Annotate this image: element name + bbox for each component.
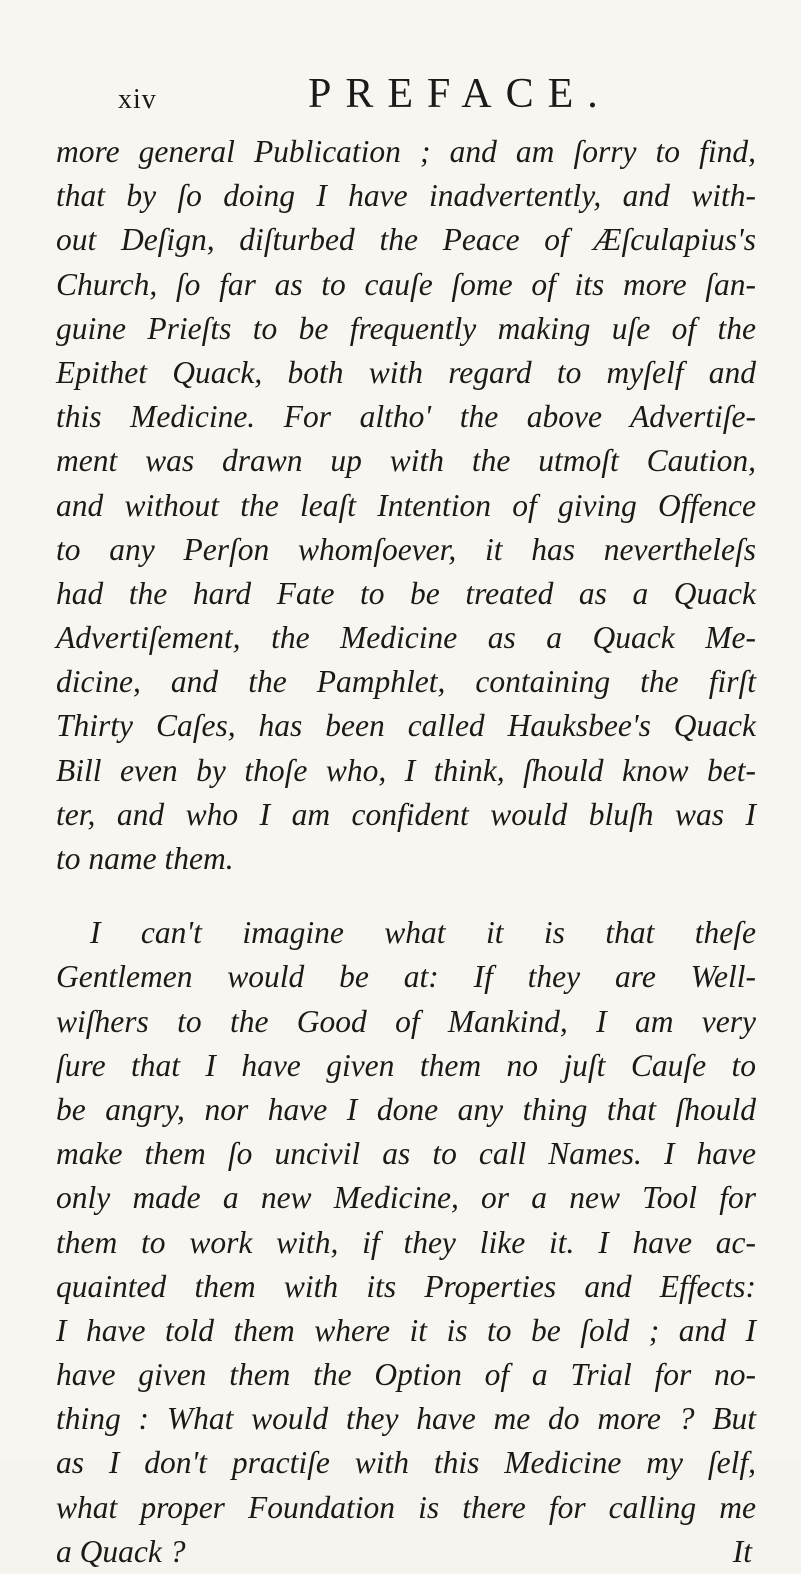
text-line: Thirty Caſes, has been called Hauksbee's Quack: [56, 708, 756, 744]
text-line: only made a new Medicine, or a new Tool for: [56, 1180, 756, 1216]
text-line: I can't imagine what it is that theſe: [90, 915, 756, 951]
paragraph-1: [56, 130, 756, 881]
text-line-with-catchword: [56, 1530, 756, 1574]
text-line: a Quack ?: [56, 1533, 186, 1569]
text-line: Bill even by thoſe who, I think, ſhould know bet-: [56, 752, 756, 788]
text-line: quainted them with its Properties and Effects:: [56, 1268, 756, 1304]
text-line: wiſhers to the Good of Mankind, I am very: [56, 1003, 756, 1039]
running-title: PREFACE.: [308, 71, 612, 117]
text-line: Advertiſement, the Medicine as a Quack Me-: [56, 620, 756, 656]
text-line: guine Prieſts to be frequently making uſe of the: [56, 310, 756, 346]
text-line: to name them.: [56, 841, 234, 876]
text-line: ter, and who I am confident would bluſh was I: [56, 796, 756, 832]
paragraph-2: [56, 911, 756, 1574]
text-line: as I don't practiſe with this Medicine my ſelf,: [56, 1445, 756, 1481]
text-line: out Deſign, diſturbed the Peace of Æſculapius's: [56, 222, 756, 258]
paragraph-gap: [56, 881, 756, 911]
text-line: ment was drawn up with the utmoſt Caution,: [56, 443, 756, 479]
text-line: this Medicine. For altho' the above Advertiſe-: [56, 399, 756, 435]
body-text: [56, 130, 756, 1574]
text-line: I have told them where it is to be ſold ; and I: [56, 1312, 756, 1348]
text-line: more general Publication ; and am ſorry to find,: [56, 134, 756, 169]
text-line: Gentlemen would be at: If they are Well-: [56, 959, 756, 995]
running-head: [118, 70, 678, 122]
text-line: have given them the Option of a Trial for no-: [56, 1357, 756, 1393]
text-line: ſure that I have given them no juſt Cauſe to: [56, 1047, 756, 1083]
text-line: thing : What would they have me do more ? But: [56, 1401, 756, 1437]
text-line: had the hard Fate to be treated as a Quack: [56, 575, 756, 611]
text-line: to any Perſon whomſoever, it has nevertheleſs: [56, 531, 756, 567]
page-number: xiv: [118, 84, 157, 115]
text-line: Church, ſo far as to cauſe ſome of its more ſan-: [56, 266, 756, 302]
text-line: and without the leaſt Intention of giving Offence: [56, 487, 756, 523]
text-line: what proper Foundation is there for calling me: [56, 1489, 756, 1525]
text-line: that by ſo doing I have inadvertently, and with-: [56, 178, 756, 214]
catchword: It: [732, 1533, 752, 1569]
text-line: Epithet Quack, both with regard to myſelf and: [56, 354, 756, 390]
text-line: them to work with, if they like it. I have ac-: [56, 1224, 756, 1260]
text-line: be angry, nor have I done any thing that ſhould: [56, 1091, 756, 1127]
text-line: dicine, and the Pamphlet, containing the firſt: [56, 664, 756, 700]
text-line: make them ſo uncivil as to call Names. I have: [56, 1136, 756, 1172]
